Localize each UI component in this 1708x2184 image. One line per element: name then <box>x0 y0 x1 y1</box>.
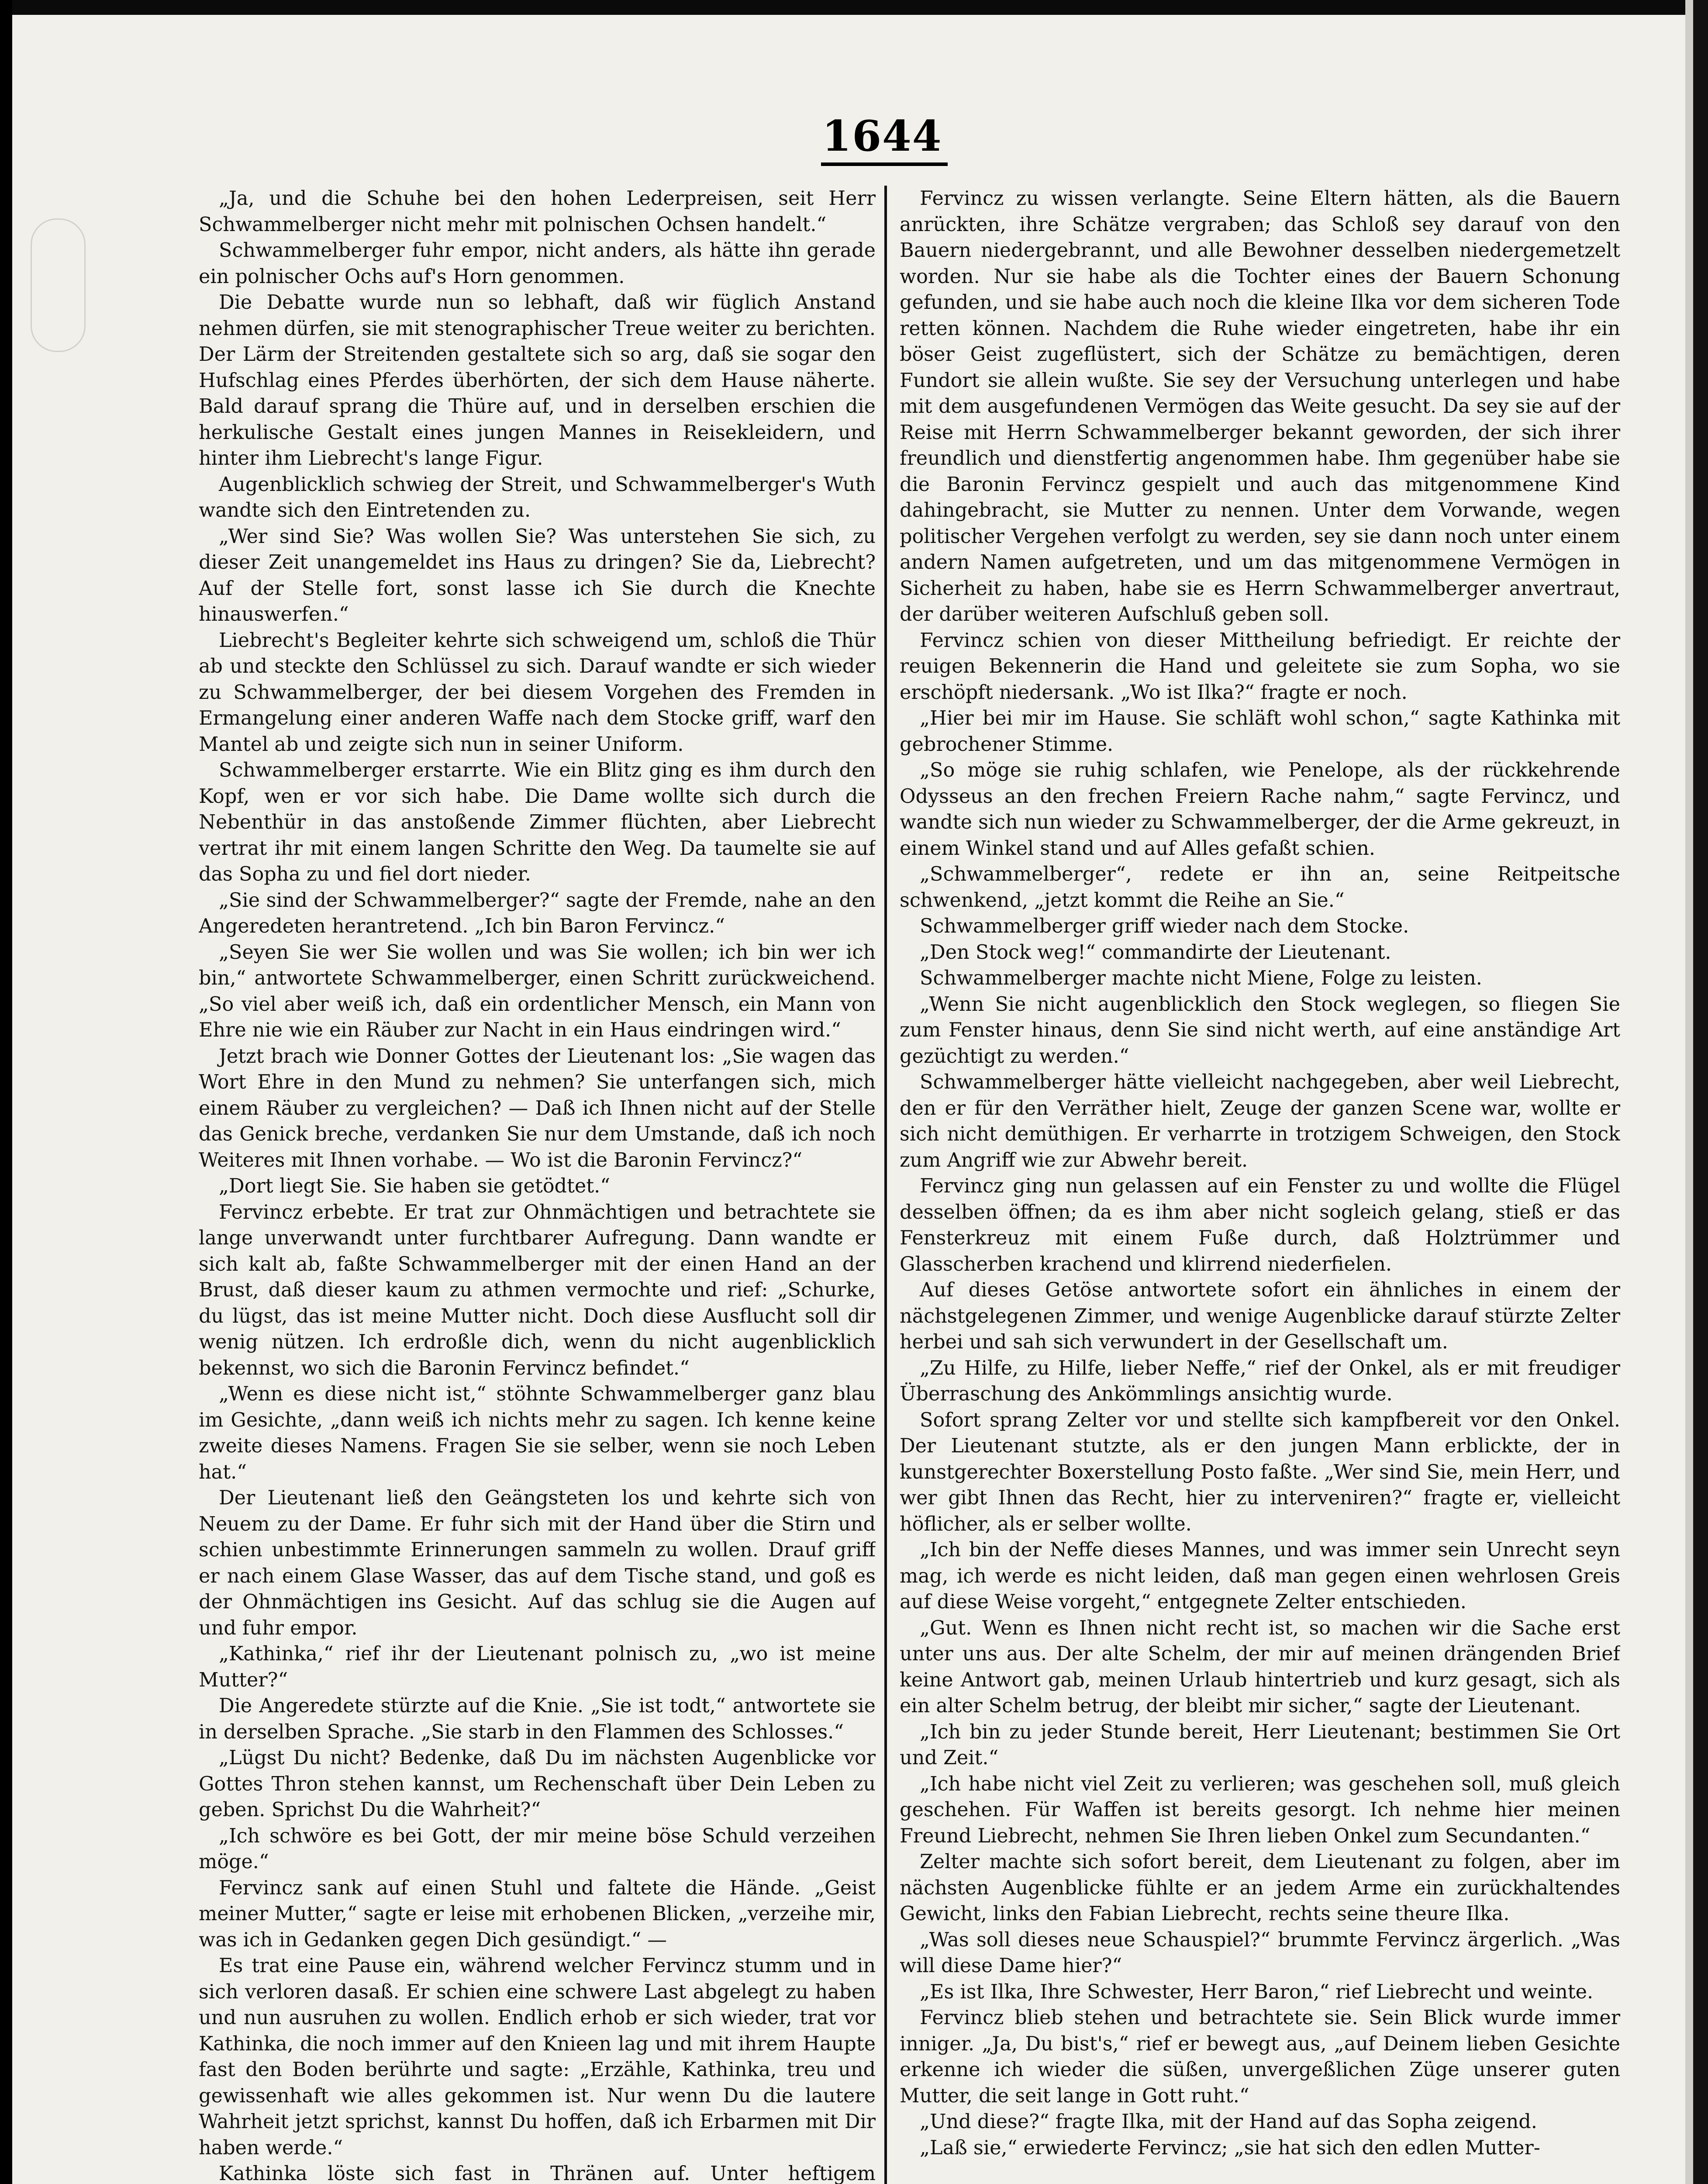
paragraph: Fervincz ging nun gelassen auf ein Fenster zu und wollte die Flügel desselben öffnen; da es ihm aber nicht sogleich gelang, stieß er das Fensterkreuz mit einem Fuße durch, daß Holztrümmer und Glasscherben krachend und klirrend niederfielen. <box>900 1175 1620 1275</box>
paragraph: Liebrecht's Begleiter kehrte sich schweigend um, schloß die Thür ab und steckte den Schlüssel zu sich. Darauf wandte er sich wieder zu Schwammelberger, der bei diesem Vorgehen des Fremden in Ermangelung einer anderen Waffe nach dem Stocke griff, warf den Mantel ab und zeigte sich nun in seiner Uniform. <box>199 629 876 756</box>
scan-edge-top <box>0 0 1708 15</box>
paragraph: „Es ist Ilka, Ihre Schwester, Herr Baron,“ rief Liebrecht und weinte. <box>920 1980 1594 2003</box>
paragraph: Schwammelberger machte nicht Miene, Folge zu leisten. <box>920 967 1482 989</box>
library-stamp-mark <box>31 218 86 352</box>
paragraph: Schwammelberger fuhr empor, nicht anders, als hätte ihn gerade ein polnischer Ochs auf's Horn genommen. <box>199 239 876 288</box>
paragraph: „Lügst Du nicht? Bedenke, daß Du im nächsten Augenblicke vor Gottes Thron stehen kannst, um Rechenschaft über Dein Leben zu geben. Sprichst Du die Wahrheit?“ <box>199 1747 876 1821</box>
paragraph: „Wenn es diese nicht ist,“ stöhnte Schwammelberger ganz blau im Gesichte, „dann weiß ich nichts mehr zu sagen. Ich kenne keine zweite dieses Namens. Fragen Sie sie selber, wenn sie noch Leben hat.“ <box>199 1383 876 1483</box>
paragraph: Jetzt brach wie Donner Gottes der Lieutenant los: „Sie wagen das Wort Ehre in den Mund zu nehmen? Sie unterfangen sich, mich einem Räuber zu vergleichen? — Daß ich Ihnen nicht auf der Stelle das Genick breche, verdanken Sie nur dem Umstande, daß ich noch Weiteres mit Ihnen vorhabe. — Wo ist die Baronin Fervincz?“ <box>199 1045 876 1171</box>
paragraph: Es trat eine Pause ein, während welcher Fervincz stumm und in sich verloren dasaß. Er schien eine schwere Last abgelegt zu haben und nun ausruhen zu wollen. Endlich erhob er sich wieder, trat vor Kathinka, die noch immer auf den Knieen lag und mit ihrem Haupte fast den Boden berührte und sagte: „Erzähle, Kathinka, treu und gewissenhaft wie alles gekommen ist. Nur wenn Du die lautere Wahrheit jetzt sprichst, kannst Du hoffen, daß ich Erbarmen mit Dir haben werde.“ <box>199 1955 876 2159</box>
paragraph: Sofort sprang Zelter vor und stellte sich kampfbereit vor den Onkel. Der Lieutenant stutzte, als er den jungen Mann erblickte, der in kunstgerechter Boxerstellung Posto faßte. „Wer sind Sie, mein Herr, und wer gibt Ihnen das Recht, hier zu interveniren?“ fragte er, vielleicht höflicher, als er selber wollte. <box>900 1409 1620 1535</box>
paragraph: Fervincz blieb stehen und betrachtete sie. Sein Blick wurde immer inniger. „Ja, Du bist's,“ rief er bewegt aus, „auf Deinem lieben Gesichte erkenne ich wieder die süßen, unvergeßlichen Züge unserer guten Mutter, die seit lange in Gott ruht.“ <box>900 2007 1620 2107</box>
paragraph: „Sie sind der Schwammelberger?“ sagte der Fremde, nahe an den Angeredeten herantretend. „Ich bin Baron Fervincz.“ <box>199 889 876 937</box>
paragraph: „Seyen Sie wer Sie wollen und was Sie wollen; ich bin wer ich bin,“ antwortete Schwammelberger, einen Schritt zurückweichend. „So viel aber weiß ich, daß ein ordentlicher Mensch, ein Mann von Ehre nie wie ein Räuber zur Nacht in ein Haus eindringen wird.“ <box>199 941 876 1041</box>
page-number: 1644 <box>822 111 942 161</box>
paragraph: „Ich bin der Neffe dieses Mannes, und was immer sein Unrecht seyn mag, ich werde es nicht leiden, daß man gegen einen wehrlosen Greis auf diese Weise vorgeht,“ entgegnete Zelter entschieden. <box>900 1539 1620 1613</box>
paragraph: „Ich schwöre es bei Gott, der mir meine böse Schuld verzeihen möge.“ <box>199 1825 876 1873</box>
paragraph: Schwammelberger griff wieder nach dem Stocke. <box>920 915 1409 937</box>
paragraph: „Laß sie,“ erwiederte Fervincz; „sie hat sich den edlen Mutter- <box>920 2136 1540 2159</box>
paragraph: „Hier bei mir im Hause. Sie schläft wohl schon,“ sagte Kathinka mit gebrochener Stimme. <box>900 707 1620 756</box>
paragraph: Fervincz erbebte. Er trat zur Ohnmächtigen und betrachtete sie lange unverwandt unter furchtbarer Aufregung. Dann wandte er sich kalt ab, faßte Schwammelberger mit der einen Hand an der Brust, daß dieser kaum zu athmen vermochte und rief: „Schurke, du lügst, das ist meine Mutter nicht. Doch diese Ausflucht soll dir wenig nützen. Ich erdroßle dich, wenn du nicht augenblicklich bekennst, wo sich die Baronin Fervincz befindet.“ <box>199 1201 876 1379</box>
column-divider <box>884 186 887 2184</box>
scan-edge-right <box>1693 0 1708 2184</box>
paragraph: Zelter machte sich sofort bereit, dem Lieutenant zu folgen, aber im nächsten Augenblicke fühlte er an jedem Arme ein zurückhaltendes Gewicht, links den Fabian Liebrecht, rechts seine theure Ilka. <box>900 1851 1620 1925</box>
paragraph: „Kathinka,“ rief ihr der Lieutenant polnisch zu, „wo ist meine Mutter?“ <box>199 1643 876 1691</box>
paragraph: Auf dieses Getöse antwortete sofort ein ähnliches in einem der nächstgelegenen Zimmer, und wenige Augenblicke darauf stürzte Zelter herbei und sah sich verwundert in der Gesellschaft um. <box>900 1279 1620 1353</box>
left-text-column <box>199 186 876 2184</box>
paragraph: „Ja, und die Schuhe bei den hohen Lederpreisen, seit Herr Schwammelberger nicht mehr mit polnischen Ochsen handelt.“ <box>199 187 876 236</box>
page-number-underline <box>821 162 948 166</box>
paragraph: „Gut. Wenn es Ihnen nicht recht ist, so machen wir die Sache erst unter uns aus. Der alte Schelm, der mir auf meinen drängenden Brief keine Antwort gab, meinen Urlaub hintertrieb und kurz gesagt, sich als ein alter Schelm betrug, der bleibt mir sicher,“ sagte der Lieutenant. <box>900 1617 1620 1717</box>
scan-edge-left <box>0 0 12 2184</box>
paragraph: Fervincz sank auf einen Stuhl und faltete die Hände. „Geist meiner Mutter,“ sagte er leise mit erhobenen Blicken, „verzeihe mir, was ich in Gedanken gegen Dich gesündigt.“ — <box>199 1876 876 1951</box>
paragraph: Der Lieutenant ließ den Geängsteten los und kehrte sich von Neuem zu der Dame. Er fuhr sich mit der Hand über die Stirn und schien unbestimmte Erinnerungen sammeln zu wollen. Drauf griff er nach einem Glase Wasser, das auf dem Tische stand, und goß es der Ohnmächtigen ins Gesicht. Auf das schlug sie die Augen auf und fuhr empor. <box>199 1487 876 1639</box>
paragraph: „Wer sind Sie? Was wollen Sie? Was unterstehen Sie sich, zu dieser Zeit unangemeldet ins Haus zu dringen? Sie da, Liebrecht? Auf der Stelle fort, sonst lasse ich Sie durch die Knechte hinauswerfen.“ <box>199 525 876 625</box>
paragraph: Fervincz schien von dieser Mittheilung befriedigt. Er reichte der reuigen Bekennerin die Hand und geleitete sie zum Sopha, wo sie erschöpft niedersank. „Wo ist Ilka?“ fragte er noch. <box>900 629 1620 704</box>
paragraph: „Dort liegt Sie. Sie haben sie getödtet.“ <box>219 1175 611 1197</box>
paragraph: Die Debatte wurde nun so lebhaft, daß wir füglich Anstand nehmen dürfen, sie mit stenographischer Treue weiter zu berichten. Der Lärm der Streitenden gestaltete sich so arg, daß sie sogar den Hufschlag eines Pferdes überhörten, der sich dem Hause näherte. Bald darauf sprang die Thüre auf, und in derselben erschien die herkulische Gestalt eines jungen Mannes in Reisekleidern, und hinter ihm Liebrecht's lange Figur. <box>199 291 876 470</box>
paragraph: „Den Stock weg!“ commandirte der Lieutenant. <box>920 941 1391 964</box>
paragraph: „Schwammelberger“, redete er ihn an, seine Reitpeitsche schwenkend, „jetzt kommt die Reihe an Sie.“ <box>900 863 1620 912</box>
paragraph: Fervincz zu wissen verlangte. Seine Eltern hätten, als die Bauern anrückten, ihre Schätze vergraben; das Schloß sey darauf von den Bauern niedergebrannt, und alle Bewohner desselben niedergemetzelt worden. Nur sie habe als die Tochter eines der Bauern Schonung gefunden, und sie habe auch noch die kleine Ilka vor dem sicheren Tode retten können. Nachdem die Ruhe wieder eingetreten, habe ihr ein böser Geist zugeflüstert, sich der Schätze zu bemächtigen, deren Fundort sie allein wußte. Sie sey der Versuchung unterlegen und habe mit dem ausgefundenen Vermögen das Weite gesucht. Da sey sie auf der Reise mit Herrn Schwammelberger bekannt geworden, der sich ihrer freundlich und dienstfertig angenommen habe. Ihm gegenüber habe sie die Baronin Fervincz gespielt und auch das mitgenommene Kind dahingebracht, sie Mutter zu nennen. Unter dem Vorwande, wegen politischer Vergehen verfolgt zu werden, sey sie dann noch unter einem andern Namen aufgetreten, und um das mitgenommene Vermögen in Sicherheit zu haben, habe sie es Herrn Schwammelberger anvertraut, der darüber weiteren Aufschluß geben soll. <box>900 187 1620 625</box>
paragraph: „Ich bin zu jeder Stunde bereit, Herr Lieutenant; bestimmen Sie Ort und Zeit.“ <box>900 1721 1620 1769</box>
paragraph: Schwammelberger erstarrte. Wie ein Blitz ging es ihm durch den Kopf, wen er vor sich habe. Die Dame wollte sich durch die Nebenthür in das anstoßende Zimmer flüchten, aber Liebrecht vertrat ihr mit einem langen Schritte den Weg. Da taumelte sie auf das Sopha zu und fiel dort nieder. <box>199 759 876 885</box>
right-text-column <box>900 186 1620 2184</box>
paragraph: „Zu Hilfe, zu Hilfe, lieber Neffe,“ rief der Onkel, als er mit freudiger Überraschung des Ankömmlings ansichtig wurde. <box>900 1357 1620 1405</box>
paragraph: „Wenn Sie nicht augenblicklich den Stock weglegen, so fliegen Sie zum Fenster hinaus, denn Sie sind nicht werth, auf eine anständige Art gezüchtigt zu werden.“ <box>900 993 1620 1068</box>
paragraph: „Was soll dieses neue Schauspiel?“ brummte Fervincz ärgerlich. „Was will diese Dame hier?“ <box>900 1928 1620 1977</box>
paragraph: Augenblicklich schwieg der Streit, und Schwammelberger's Wuth wandte sich den Eintretenden zu. <box>199 473 876 522</box>
paragraph: „Ich habe nicht viel Zeit zu verlieren; was geschehen soll, muß gleich geschehen. Für Waffen ist bereits gesorgt. Ich nehme hier meinen Freund Liebrecht, nehmen Sie Ihren lieben Onkel zum Secundanten.“ <box>900 1773 1620 1847</box>
scan-edge-right-band <box>1685 0 1693 2184</box>
paragraph: „So möge sie ruhig schlafen, wie Penelope, als der rückkehrende Odysseus an den frechen Freiern Rache nahm,“ sagte Fervincz, und wandte sich nun wieder zu Schwammelberger, der die Arme gekreuzt, in einem Winkel stand und auf Alles gefaßt schien. <box>900 759 1620 860</box>
paragraph: Die Angeredete stürzte auf die Knie. „Sie ist todt,“ antwortete sie in derselben Sprache. „Sie starb in den Flammen des Schlosses.“ <box>199 1695 876 1743</box>
paragraph: Kathinka löste sich fast in Thränen auf. Unter heftigem <box>219 2163 876 2184</box>
paragraph: Schwammelberger hätte vielleicht nachgegeben, aber weil Liebrecht, den er für den Verräther hielt, Zeuge der ganzen Scene war, wollte er sich nicht demüthigen. Er verharrte in trotzigem Schweigen, den Stock zum Angriff wie zur Abwehr bereit. <box>900 1071 1620 1171</box>
paragraph: „Und diese?“ fragte Ilka, mit der Hand auf das Sopha zeigend. <box>920 2111 1537 2133</box>
